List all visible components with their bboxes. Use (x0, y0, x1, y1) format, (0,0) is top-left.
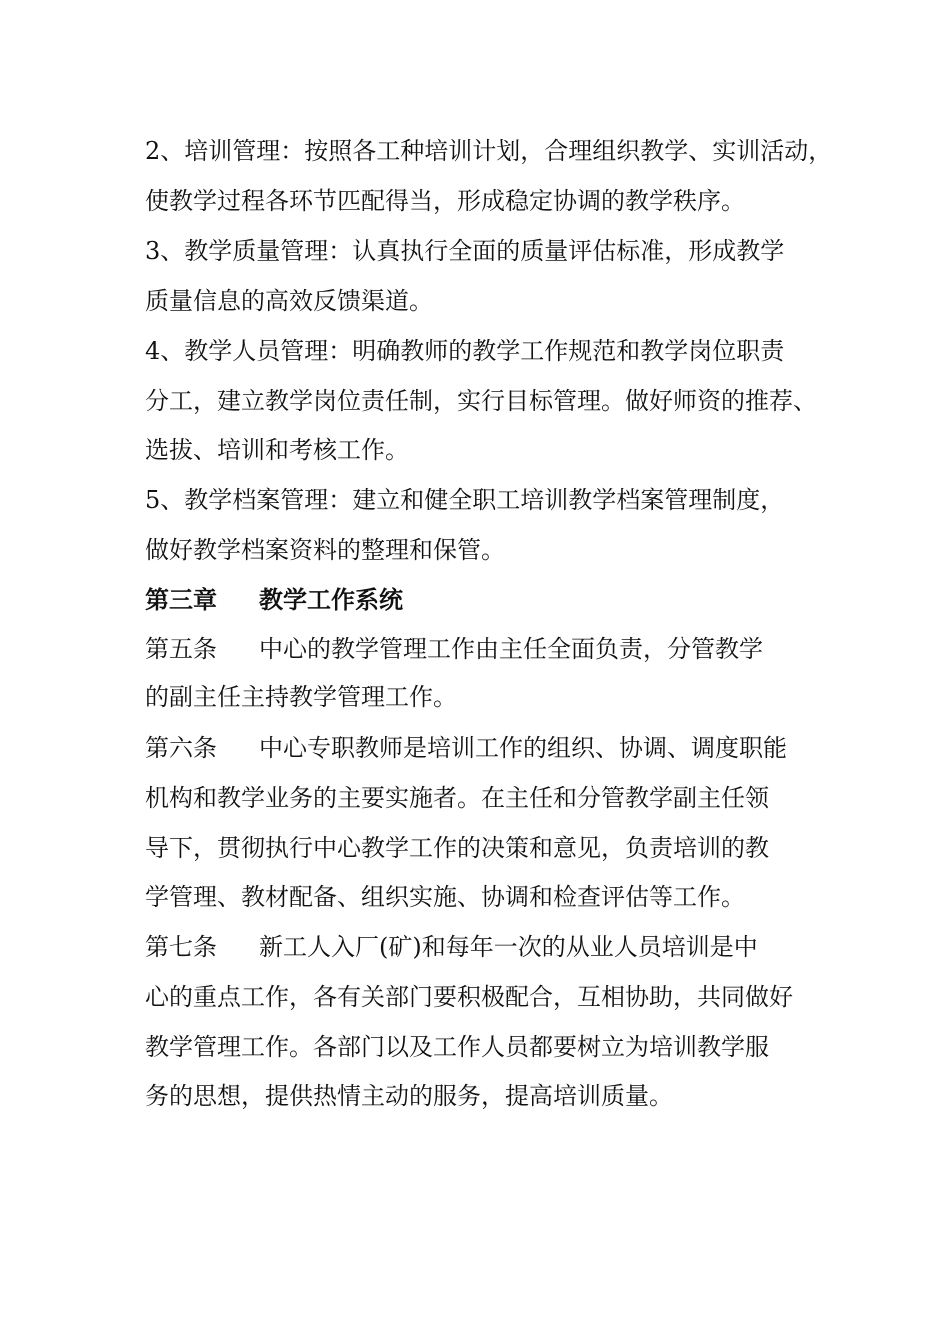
article-6-line-1 (145, 731, 787, 765)
article-7-line-1 (145, 930, 758, 964)
item-3-line-2: 质量信息的高效反馈渠道。 (145, 287, 433, 315)
item-5-line-1: 5、教学档案管理：建立和健全职工培训教学档案管理制度， (145, 486, 785, 514)
item-4-line-3: 选拔、培训和考核工作。 (145, 436, 409, 464)
article-5-number: 第五条 (145, 635, 217, 663)
chapter-title: 教学工作系统 (259, 585, 403, 614)
article-7-line-2: 心的重点工作，各有关部门要积极配合，互相协助，共同做好 (145, 983, 793, 1011)
article-7-line-3: 教学管理工作。各部门以及工作人员都要树立为培训教学服 (145, 1033, 769, 1061)
article-7-text: 新工人入厂(矿)和每年一次的从业人员培训是中 (259, 933, 758, 961)
article-7-line-4: 务的思想，提供热情主动的服务，提高培训质量。 (145, 1082, 673, 1110)
item-4-line-2: 分工，建立教学岗位责任制，实行目标管理。做好师资的推荐、 (145, 387, 817, 415)
chapter-number: 第三章 (145, 585, 217, 614)
article-6-line-3: 导下，贯彻执行中心教学工作的决策和意见，负责培训的教 (145, 834, 769, 862)
article-6-line-4: 学管理、教材配备、组织实施、协调和检查评估等工作。 (145, 883, 745, 911)
article-5-line-1 (145, 632, 763, 666)
item-2-line-1: 2、培训管理：按照各工种培训计划，合理组织教学、实训活动， (145, 137, 833, 165)
chapter-heading (145, 583, 403, 617)
article-6-line-2: 机构和教学业务的主要实施者。在主任和分管教学副主任领 (145, 784, 769, 812)
article-5-text: 中心的教学管理工作由主任全面负责，分管教学 (259, 635, 763, 663)
item-4-line-1: 4、教学人员管理：明确教师的教学工作规范和教学岗位职责 (145, 337, 785, 365)
item-3-line-1: 3、教学质量管理：认真执行全面的质量评估标准，形成教学 (145, 237, 785, 265)
article-6-number: 第六条 (145, 734, 217, 762)
item-2-line-2: 使教学过程各环节匹配得当，形成稳定协调的教学秩序。 (145, 187, 745, 215)
article-5-line-2: 的副主任主持教学管理工作。 (145, 683, 457, 711)
article-6-text: 中心专职教师是培训工作的组织、协调、调度职能 (259, 734, 787, 762)
article-7-number: 第七条 (145, 933, 217, 961)
item-5-line-2: 做好教学档案资料的整理和保管。 (145, 536, 505, 564)
